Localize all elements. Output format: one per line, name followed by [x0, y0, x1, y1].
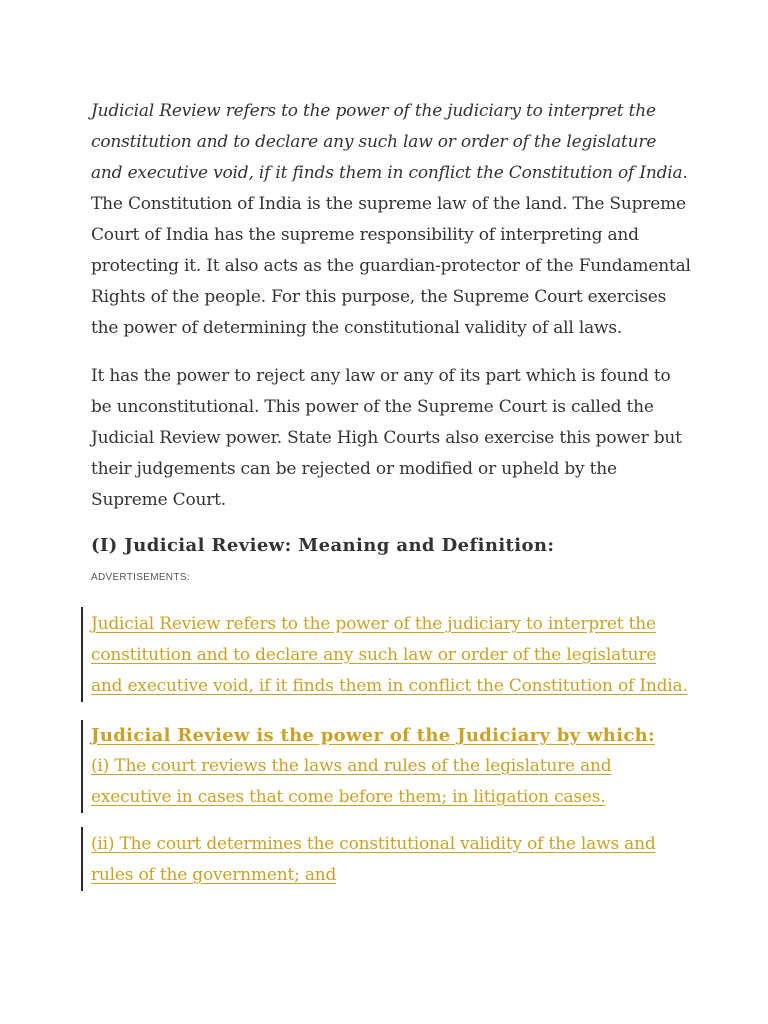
power-item-2-quote — [91, 827, 691, 891]
definition-quote — [91, 607, 691, 702]
definition-quote-link[interactable]: Judicial Review refers to the power of the judiciary to interpret the constitution and to declare any such law or order of the legislature and executive void, if it finds them in conflict the Constitution of India. — [91, 614, 688, 696]
power-item-2[interactable]: (ii) The court determines the constitutional validity of the laws and rules of the government; and — [91, 834, 656, 885]
advertisements-label: ADVERTISEMENTS: — [91, 572, 190, 583]
power-quote — [91, 720, 691, 813]
power-quote-heading[interactable]: Judicial Review is the power of the Judiciary by which: — [91, 725, 655, 746]
power-item-1[interactable]: (i) The court reviews the laws and rules of the legislature and executive in cases that come before them; in litigation cases. — [91, 756, 612, 807]
supreme-law-paragraph: The Constitution of India is the supreme law of the land. The Supreme Court of India has the supreme responsibility of interpreting and protecting it. It also acts as the guardian-protector of the Fundamental Rights of the people. For this purpose, the Supreme Court exercises the power of determining the constitutional validity of all laws. — [91, 194, 691, 338]
section-heading: (I) Judicial Review: Meaning and Definition: — [91, 535, 555, 556]
article-body — [91, 96, 691, 891]
intro-italic-paragraph: Judicial Review refers to the power of the judiciary to interpret the constitution and to declare any such law or order of the legislature and executive void, if it finds them in conflict the Constitution of India. — [91, 101, 688, 183]
reject-law-paragraph: It has the power to reject any law or any of its part which is found to be unconstitutional. This power of the Supreme Court is called the Judicial Review power. State High Courts also exercise this power but their judgements can be rejected or modified or upheld by the Supreme Court. — [91, 366, 682, 510]
